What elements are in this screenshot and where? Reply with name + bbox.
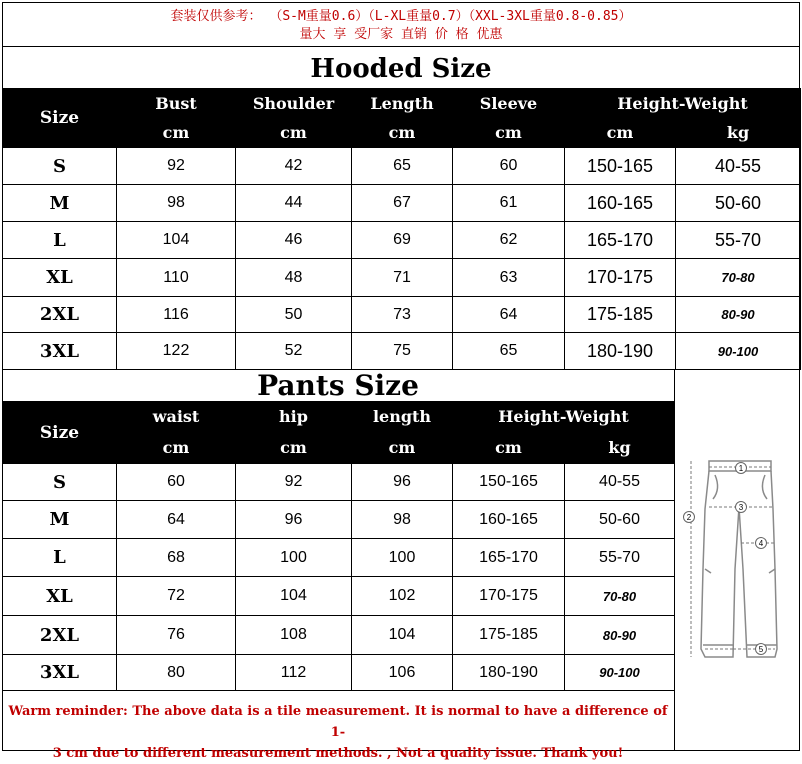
bust-cell: 92 bbox=[117, 148, 236, 185]
size-cell: L bbox=[3, 222, 117, 259]
table-row bbox=[3, 501, 675, 539]
pants-header-hip: hip bbox=[236, 402, 352, 431]
top-note-line-2: 量大 享 受厂家 直销 价 格 优惠 bbox=[299, 27, 503, 42]
size-cell: 2XL bbox=[3, 616, 117, 655]
length-cell: 104 bbox=[352, 616, 453, 655]
weight-cell: 50-60 bbox=[676, 185, 801, 222]
pants-unit-length: cm bbox=[352, 431, 453, 464]
shoulder-cell: 46 bbox=[236, 222, 352, 259]
marker-2-label: 2 bbox=[686, 513, 692, 522]
table-row bbox=[3, 222, 801, 259]
weight-cell: 70-80 bbox=[676, 259, 801, 297]
pants-header-waist: waist bbox=[117, 402, 236, 431]
waist-cell: 68 bbox=[117, 539, 236, 577]
weight-cell: 80-90 bbox=[565, 616, 675, 655]
hip-cell: 112 bbox=[236, 655, 352, 691]
size-cell: S bbox=[3, 148, 117, 185]
hooded-unit-height: cm bbox=[565, 118, 676, 148]
pants-unit-weight: kg bbox=[565, 431, 675, 464]
hooded-unit-length: cm bbox=[352, 118, 453, 148]
size-cell: 3XL bbox=[3, 333, 117, 370]
hip-cell: 96 bbox=[236, 501, 352, 539]
height-cell: 160-165 bbox=[565, 185, 676, 222]
height-cell: 150-165 bbox=[453, 464, 565, 501]
sleeve-cell: 61 bbox=[453, 185, 565, 222]
size-cell: M bbox=[3, 501, 117, 539]
size-cell: L bbox=[3, 539, 117, 577]
pants-header-height-weight: Height-Weight bbox=[453, 402, 675, 431]
pants-size-table bbox=[2, 401, 675, 691]
marker-1-label: 1 bbox=[738, 464, 744, 473]
hip-cell: 100 bbox=[236, 539, 352, 577]
pants-unit-hip: cm bbox=[236, 431, 352, 464]
shoulder-cell: 52 bbox=[236, 333, 352, 370]
size-cell: XL bbox=[3, 577, 117, 616]
bust-cell: 98 bbox=[117, 185, 236, 222]
waist-cell: 80 bbox=[117, 655, 236, 691]
length-cell: 71 bbox=[352, 259, 453, 297]
height-cell: 180-190 bbox=[453, 655, 565, 691]
sleeve-cell: 65 bbox=[453, 333, 565, 370]
hip-cell: 104 bbox=[236, 577, 352, 616]
pants-unit-waist: cm bbox=[117, 431, 236, 464]
weight-cell: 40-55 bbox=[676, 148, 801, 185]
warm-reminder bbox=[2, 690, 674, 761]
waist-cell: 72 bbox=[117, 577, 236, 616]
bust-cell: 116 bbox=[117, 297, 236, 333]
length-cell: 102 bbox=[352, 577, 453, 616]
hooded-header-height-weight: Height-Weight bbox=[565, 89, 801, 118]
table-row bbox=[3, 655, 675, 691]
hooded-title: Hooded Size bbox=[310, 54, 492, 84]
length-cell: 98 bbox=[352, 501, 453, 539]
reminder-line-2: 3 cm due to different measurement methods. , Not a quality issue. Thank you! bbox=[52, 746, 624, 761]
bust-cell: 122 bbox=[117, 333, 236, 370]
hooded-header-shoulder: Shoulder bbox=[236, 89, 352, 118]
length-cell: 73 bbox=[352, 297, 453, 333]
length-cell: 75 bbox=[352, 333, 453, 370]
table-row bbox=[3, 577, 675, 616]
length-cell: 65 bbox=[352, 148, 453, 185]
weight-cell: 70-80 bbox=[565, 577, 675, 616]
height-cell: 175-185 bbox=[565, 297, 676, 333]
size-cell: M bbox=[3, 185, 117, 222]
table-row bbox=[3, 297, 801, 333]
sleeve-cell: 64 bbox=[453, 297, 565, 333]
waist-cell: 76 bbox=[117, 616, 236, 655]
bust-cell: 104 bbox=[117, 222, 236, 259]
size-cell: S bbox=[3, 464, 117, 501]
shoulder-cell: 50 bbox=[236, 297, 352, 333]
table-row bbox=[3, 616, 675, 655]
length-cell: 106 bbox=[352, 655, 453, 691]
hooded-size-table bbox=[2, 88, 801, 370]
pants-header-size: Size bbox=[3, 402, 117, 464]
size-cell: 2XL bbox=[3, 297, 117, 333]
weight-cell: 55-70 bbox=[676, 222, 801, 259]
pants-unit-height: cm bbox=[453, 431, 565, 464]
table-row bbox=[3, 259, 801, 297]
sleeve-cell: 63 bbox=[453, 259, 565, 297]
table-row bbox=[3, 185, 801, 222]
bust-cell: 110 bbox=[117, 259, 236, 297]
top-note bbox=[2, 2, 800, 47]
hooded-header-bust: Bust bbox=[117, 89, 236, 118]
height-cell: 160-165 bbox=[453, 501, 565, 539]
height-cell: 175-185 bbox=[453, 616, 565, 655]
marker-5-label: 5 bbox=[758, 645, 764, 654]
pants-diagram-panel bbox=[674, 369, 800, 751]
marker-3-label: 3 bbox=[738, 503, 744, 512]
table-row bbox=[3, 148, 801, 185]
hip-cell: 108 bbox=[236, 616, 352, 655]
hip-cell: 92 bbox=[236, 464, 352, 501]
pants-title: Pants Size bbox=[257, 369, 419, 402]
hooded-unit-bust: cm bbox=[117, 118, 236, 148]
reminder-line-1: Warm reminder: The above data is a tile measurement. It is normal to have a difference of 1- bbox=[8, 704, 668, 740]
size-cell: XL bbox=[3, 259, 117, 297]
height-cell: 165-170 bbox=[565, 222, 676, 259]
table-row bbox=[3, 539, 675, 577]
height-cell: 150-165 bbox=[565, 148, 676, 185]
weight-cell: 90-100 bbox=[676, 333, 801, 370]
weight-cell: 90-100 bbox=[565, 655, 675, 691]
shoulder-cell: 44 bbox=[236, 185, 352, 222]
table-row bbox=[3, 333, 801, 370]
sleeve-cell: 62 bbox=[453, 222, 565, 259]
length-cell: 69 bbox=[352, 222, 453, 259]
height-cell: 170-175 bbox=[565, 259, 676, 297]
weight-cell: 50-60 bbox=[565, 501, 675, 539]
hooded-header-length: Length bbox=[352, 89, 453, 118]
length-cell: 100 bbox=[352, 539, 453, 577]
marker-4-label: 4 bbox=[758, 539, 764, 548]
waist-cell: 64 bbox=[117, 501, 236, 539]
hooded-header-size: Size bbox=[3, 89, 117, 148]
pants-measurement-diagram bbox=[675, 369, 801, 751]
shoulder-cell: 48 bbox=[236, 259, 352, 297]
table-row bbox=[3, 464, 675, 501]
pants-header-length: length bbox=[352, 402, 453, 431]
height-cell: 170-175 bbox=[453, 577, 565, 616]
weight-cell: 40-55 bbox=[565, 464, 675, 501]
length-cell: 67 bbox=[352, 185, 453, 222]
length-cell: 96 bbox=[352, 464, 453, 501]
height-cell: 165-170 bbox=[453, 539, 565, 577]
weight-cell: 80-90 bbox=[676, 297, 801, 333]
sleeve-cell: 60 bbox=[453, 148, 565, 185]
waist-cell: 60 bbox=[117, 464, 236, 501]
hooded-unit-shoulder: cm bbox=[236, 118, 352, 148]
size-cell: 3XL bbox=[3, 655, 117, 691]
hooded-unit-weight: kg bbox=[676, 118, 801, 148]
shoulder-cell: 42 bbox=[236, 148, 352, 185]
hooded-header-sleeve: Sleeve bbox=[453, 89, 565, 118]
hooded-unit-sleeve: cm bbox=[453, 118, 565, 148]
top-note-line-1: 套装仅供参考： （S-M重量0.6）（L-XL重量0.7）（XXL-3XL重量0.8-0.85） bbox=[170, 9, 632, 24]
measurement-markers bbox=[684, 463, 767, 655]
weight-cell: 55-70 bbox=[565, 539, 675, 577]
height-cell: 180-190 bbox=[565, 333, 676, 370]
